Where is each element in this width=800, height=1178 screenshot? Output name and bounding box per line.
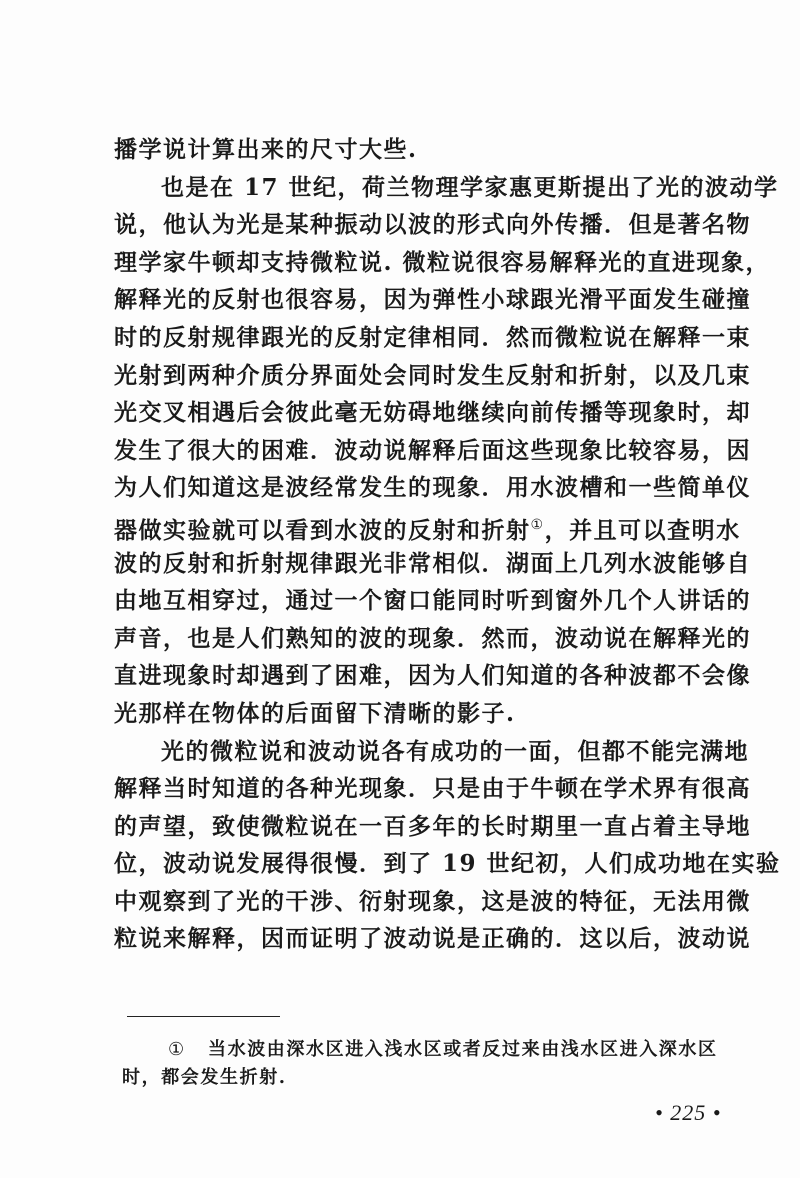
text-line: 光交叉相遇后会彼此毫无妨碍地继续向前传播等现象时，却: [114, 399, 751, 427]
text-line: 理学家牛顿却支持微粒说. 微粒说很容易解释光的直进现象，: [114, 248, 771, 276]
footnote: [122, 1036, 762, 1092]
text-line: 光那样在物体的后面留下清晰的影子.: [114, 699, 516, 727]
footnote-divider: [127, 1016, 280, 1017]
text-line: 解释光的反射也很容易，因为弹性小球跟光滑平面发生碰撞: [114, 286, 751, 314]
footnote-marker: ①: [168, 1039, 186, 1060]
text-line: 声音，也是人们熟知的波的现象．然而，波动说在解释光的: [114, 624, 751, 652]
text-line: 解释当时知道的各种光现象．只是由于牛顿在学术界有很高: [114, 775, 751, 803]
footnote-reference[interactable]: ①: [530, 516, 545, 533]
text-line: 直进现象时却遇到了困难，因为人们知道的各种波都不会像: [114, 662, 751, 690]
footnote-line: [122, 1036, 762, 1064]
footnote-text: 当水波由深水区进入浅水区或者反过来由浅水区进入深水区: [208, 1039, 718, 1060]
text-line: 说，他认为光是某种振动以波的形式向外传播．但是著名物: [114, 211, 751, 239]
body-text: [114, 131, 781, 958]
text-line: 中观察到了光的干涉、衍射现象，这是波的特征，无法用微: [114, 887, 751, 915]
text-segment: ，并且可以查明水: [544, 516, 741, 544]
text-line: 时的反射规律跟光的反射定律相同．然而微粒说在解释一束: [114, 323, 751, 351]
text-line: 的声望，致使微粒说在一百多年的长时期里一直占着主导地: [114, 812, 751, 840]
text-line: 波的反射和折射规律跟光非常相似．湖面上几列水波能够自: [114, 549, 751, 577]
text-line: 粒说来解释，因而证明了波动说是正确的．这以后，波动说: [114, 925, 751, 953]
paragraph-start-line: 光的微粒说和波动说各有成功的一面，但都不能完满地: [161, 737, 749, 765]
text-line: 位，波动说发展得很慢．到了 19 世纪初，人们成功地在实验: [114, 850, 781, 878]
footnote-line: 时，都会发生折射.: [122, 1067, 287, 1088]
text-line: 为人们知道这是波经常发生的现象．用水波槽和一些简单仪: [114, 474, 751, 502]
text-segment: 器做实验就可以看到水波的反射和折射: [114, 516, 531, 544]
text-line: 发生了很大的困难．波动说解释后面这些现象比较容易，因: [114, 436, 751, 464]
text-line: 光射到两种介质分界面处会同时发生反射和折射，以及几束: [114, 361, 751, 389]
text-line-with-footnote-ref: [114, 507, 744, 545]
text-line: 播学说计算出来的尺寸大些.: [114, 136, 418, 163]
paragraph-start-line: 也是在 17 世纪，荷兰物理学家惠更斯提出了光的波动学: [161, 173, 779, 201]
page-number: • 225 •: [655, 1100, 722, 1125]
text-line: 由地互相穿过，通过一个窗口能同时听到窗外几个人讲话的: [114, 587, 751, 615]
